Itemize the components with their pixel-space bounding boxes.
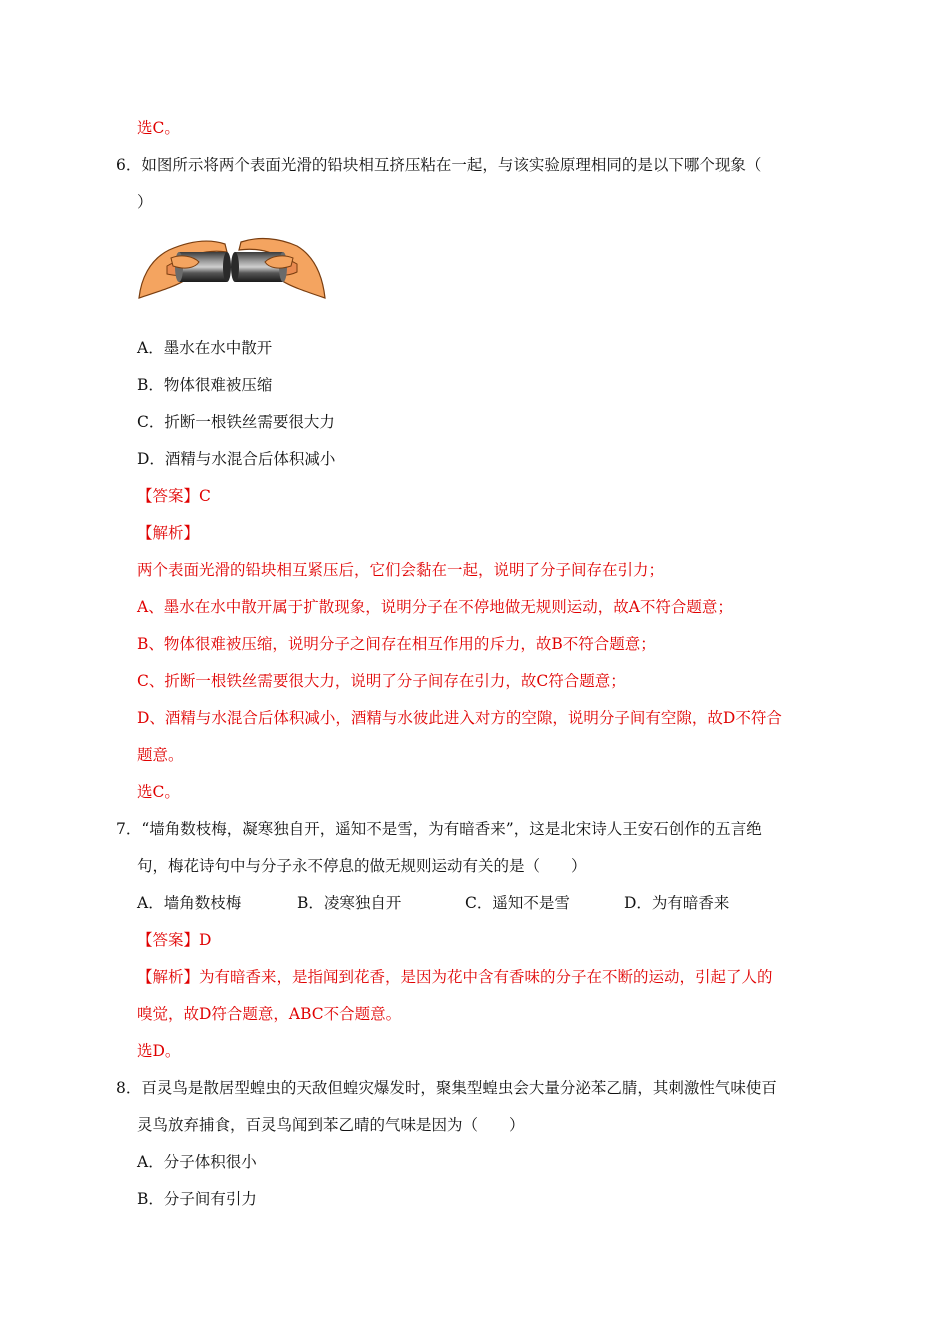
q6-analysis-line: 题意。 <box>137 746 184 764</box>
q7-option-d: D．为有暗香来 <box>624 894 730 912</box>
q7-analysis-line2: 嗅觉，故D符合题意，ABC不合题意。 <box>137 1005 402 1023</box>
q8-stem-line2: 灵鸟放弃捕食，百灵鸟闻到苯乙晴的气味是因为（ ） <box>137 1116 525 1134</box>
q6-option-d: D．酒精与水混合后体积减小 <box>137 450 336 468</box>
q6-stem-line1: 6．如图所示将两个表面光滑的铅块相互挤压粘在一起，与该实验原理相同的是以下哪个现象（ <box>116 156 762 174</box>
q6-option-a: A．墨水在水中散开 <box>137 339 273 357</box>
q6-analysis-line: A、墨水在水中散开属于扩散现象，说明分子在不停地做无规则运动，故A不符合题意； <box>137 598 733 616</box>
q7-answer: 【答案】D <box>137 931 212 949</box>
q7-stem-line2: 句，梅花诗句中与分子永不停息的做无规则运动有关的是（ ） <box>137 857 587 875</box>
q7-option-b: B．凌寒独自开 <box>297 894 402 912</box>
lead-blocks-figure <box>137 230 327 300</box>
q7-conclusion: 选D。 <box>137 1042 181 1060</box>
q6-answer: 【答案】C <box>137 487 211 505</box>
q8-option-a: A．分子体积很小 <box>137 1153 257 1171</box>
q6-analysis-line: B、物体很难被压缩，说明分子之间存在相互作用的斥力，故B不符合题意； <box>137 635 656 653</box>
q6-option-c: C．折断一根铁丝需要很大力 <box>137 413 335 431</box>
q7-stem-line1: 7．“墙角数枝梅，凝寒独自开，遥知不是雪，为有暗香来”，这是北宋诗人王安石创作的五言绝 <box>116 820 762 838</box>
q6-analysis-label: 【解析】 <box>137 524 200 542</box>
q6-analysis-line: 两个表面光滑的铅块相互紧压后，它们会黏在一起，说明了分子间存在引力； <box>137 561 665 579</box>
q8-option-b: B．分子间有引力 <box>137 1190 257 1208</box>
q6-stem-line2: ） <box>137 193 153 211</box>
q6-conclusion: 选C。 <box>137 783 180 801</box>
q6-analysis-line: C、折断一根铁丝需要很大力，说明了分子间存在引力，故C符合题意； <box>137 672 626 690</box>
q5-conclusion: 选C。 <box>137 119 180 137</box>
q7-option-a: A．墙角数枝梅 <box>137 894 242 912</box>
q7-option-c: C．遥知不是雪 <box>465 894 570 912</box>
q7-analysis-line1: 【解析】为有暗香来，是指闻到花香，是因为花中含有香味的分子在不断的运动，引起了人的 <box>137 968 773 986</box>
q8-stem-line1: 8．百灵鸟是散居型蝗虫的天敌但蝗灾爆发时，聚集型蝗虫会大量分泌苯乙腈，其刺激性气味使百 <box>116 1079 777 1097</box>
q6-analysis-line: D、酒精与水混合后体积减小，酒精与水彼此进入对方的空隙，说明分子间有空隙，故D不符合 <box>137 709 782 727</box>
q6-option-b: B．物体很难被压缩 <box>137 376 273 394</box>
